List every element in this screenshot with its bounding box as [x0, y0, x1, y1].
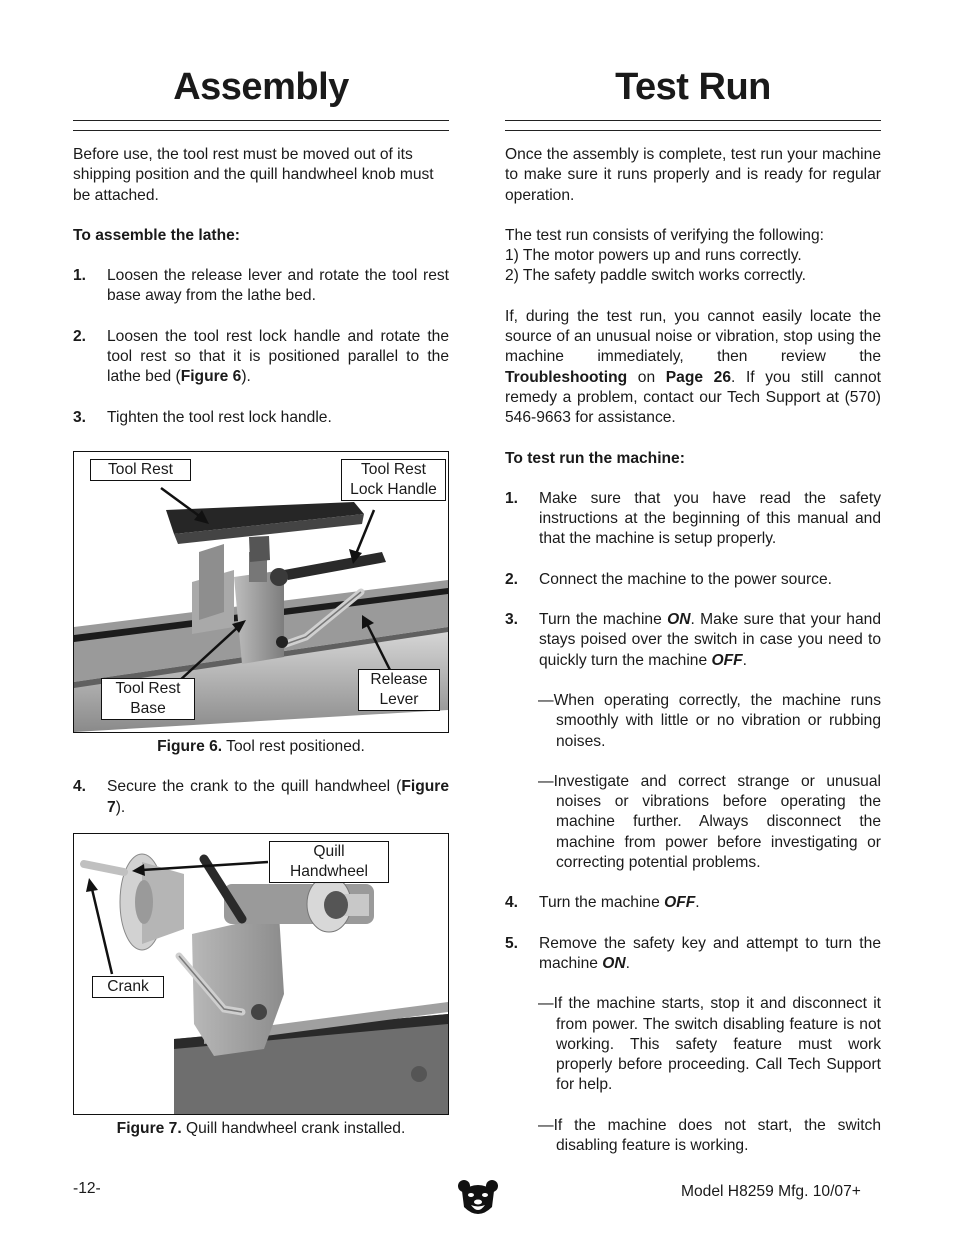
callout-tool-rest-base: Tool Rest Base: [101, 678, 195, 720]
test-step-4: 4. Turn the machine OFF.: [505, 894, 700, 912]
test-run-heading: Test Run: [615, 66, 771, 108]
test-step-3-note-b: —Investigate and correct strange or unusual noises or vibrations before operating the machine further. Always disconnect the machine from power before investigating or correcting potential problems.: [538, 772, 881, 872]
test-step-3: 3. Turn the machine ON. Make sure that your hand stays poised over the switch in case you need to quickly turn the machine OFF.: [505, 611, 881, 669]
model-info: Model H8259 Mfg. 10/07+: [681, 1183, 861, 1200]
assembly-body: [73, 145, 449, 1159]
figure-7-reference: Figure 7: [107, 778, 449, 816]
figure-7-caption: Figure 7. Quill handwheel crank installed.: [116, 1119, 406, 1137]
heading-rule-bottom: [73, 130, 449, 131]
heading-rule-top: [505, 120, 881, 121]
test-run-intro: Once the assembly is complete, test run your machine to make sure it runs properly and is ready for regular operation.: [505, 146, 881, 204]
heading-rule-bottom: [505, 130, 881, 131]
figure-7: [73, 833, 449, 1115]
callout-quill-handwheel: Quill Handwheel: [269, 841, 389, 883]
assembly-intro: Before use, the tool rest must be moved out of its shipping position and the quill handwheel knob must be attached.: [73, 146, 434, 204]
test-step-1: 1. Make sure that you have read the safety instructions at the beginning of this manual and that the machine is setup properly.: [505, 489, 881, 548]
callout-tool-rest: Tool Rest: [90, 459, 191, 481]
figure-6: [73, 451, 449, 733]
test-step-5-note-b: —If the machine does not start, the switch disabling feature is working.: [538, 1116, 881, 1154]
test-step-3-note-a: —When operating correctly, the machine runs smoothly with little or no vibration or rubbing noises.: [538, 691, 881, 750]
bear-head-logo-icon: [456, 1177, 500, 1221]
page-number: -12-: [73, 1180, 101, 1197]
assembly-heading: Assembly: [173, 66, 349, 108]
assembly-step-4: 4. Secure the crank to the quill handwheel (Figure 7).: [73, 778, 449, 816]
callout-release-lever: Release Lever: [358, 669, 440, 711]
figure-6-reference: Figure 6: [180, 368, 242, 386]
callout-crank: Crank: [92, 976, 164, 998]
test-step-2: 2. Connect the machine to the power source.: [505, 570, 832, 588]
quill-handwheel-illustration: [74, 834, 448, 1114]
test-step-5: 5. Remove the safety key and attempt to turn the machine ON.: [505, 934, 881, 972]
verify-list: The test run consists of verifying the following: 1) The motor powers up and runs correctly. 2) The safety paddle switch works correctly.: [505, 226, 824, 285]
assembly-step-3: 3. Tighten the tool rest lock handle.: [73, 408, 332, 426]
heading-rule-top: [73, 120, 449, 121]
test-run-body: [505, 145, 881, 1176]
assembly-subheading: To assemble the lathe:: [73, 226, 240, 244]
test-run-subheading: To test run the machine:: [505, 449, 685, 467]
troubleshooting-paragraph: If, during the test run, you cannot easily locate the source of an unusual noise or vibration, stop using the machine immediately, then review the Troubleshooting on Page 26. If you still cannot remedy a problem, contact our Tech Support at (570) 546-9663 for assistance.: [505, 307, 881, 427]
figure-6-caption: Figure 6. Tool rest positioned.: [157, 737, 365, 755]
assembly-step-2: 2. Loosen the tool rest lock handle and rotate the tool rest so that it is positioned parallel to the lathe bed (Figure 6).: [73, 327, 449, 386]
test-step-5-note-a: —If the machine starts, stop it and disconnect it from power. The switch disabling feature is not working. This safety feature must work properly before proceeding. Call Tech Support for help.: [538, 995, 881, 1094]
assembly-step-1: 1. Loosen the release lever and rotate the tool rest base away from the lathe bed.: [73, 267, 449, 305]
callout-tool-rest-lock-handle: Tool Rest Lock Handle: [341, 459, 446, 501]
